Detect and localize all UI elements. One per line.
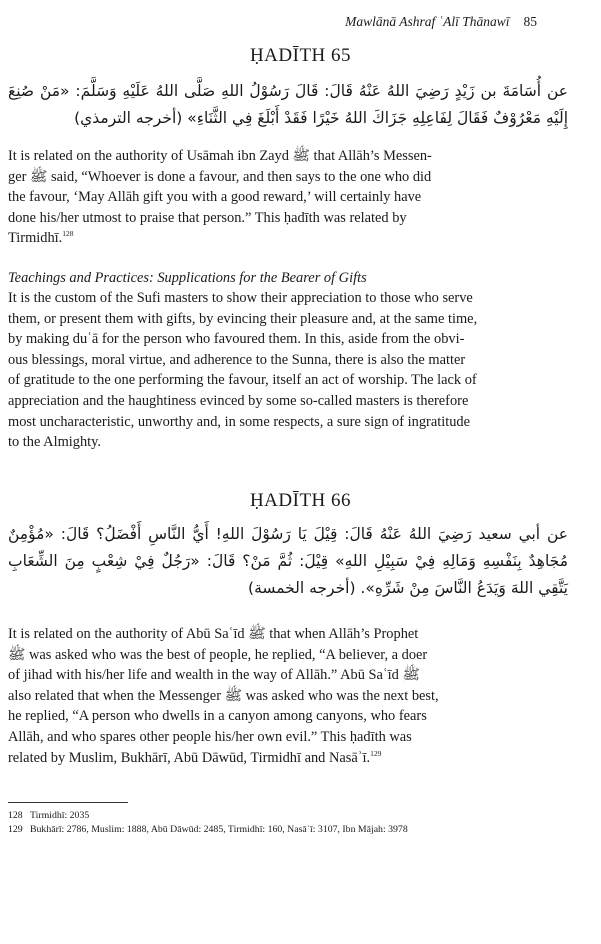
footnote-number: 128 (8, 810, 23, 821)
hadith-65-line-3: the favour, ‘May Allāh gift you with a good reward,’ will certainly have (8, 189, 422, 206)
footnote-129 (8, 823, 588, 837)
running-head (345, 14, 537, 30)
footnote-divider (8, 802, 128, 803)
hadith-65-line-4: done his/her utmost to praise that person.” This ḥadīth was related by (8, 209, 407, 226)
hadith-66-line-2: ﷺ was asked who was the best of people, he replied, “A believer, a doer (8, 646, 428, 663)
hadith-66-arabic-text: عن أبي سعيد رَضِيَ اللهُ عَنْهُ قَالَ: قِيْلَ يَا رَسُوْلَ اللهِ! أَيُّ النَّاسِ أَفْضَلُ؟ قَالَ: «مُؤْمِنٌ مُجَاهِدٌ بِنَفْسِهِ وَمَالِهِ فِيْ سَبِيْلِ اللهِ» قِيْلَ: ثُمَّ مَنْ؟ قَالَ: «رَجُلٌ فِيْ شِعْبٍ مِنَ الشِّعَابِ يَتَّقِي اللهَ وَيَدَعُ النَّاسَ مِنْ شَرِّهِ». (أخرجه الخمسة) (8, 525, 568, 597)
hadith-65-line-5-text: Tirmidhī. (8, 230, 63, 247)
hadith-65-translation (8, 146, 568, 249)
teachings-line-4: ous blessings, moral virtue, and adherence to the Sunna, there is also the matter (8, 351, 466, 368)
hadith-65-line-5 (8, 228, 568, 249)
hadith-65-heading: ḤADĪTH 65 (249, 45, 352, 66)
footnote-ref-128[interactable]: 128 (62, 229, 74, 239)
hadith-66-line-1: It is related on the authority of Abū Saʿīd ﷺ that when Allāh’s Prophet (8, 626, 419, 642)
running-head-title: Mawlānā Ashraf ʿAlī Thānawī (345, 14, 510, 29)
hadith-66-line-4: also related that when the Messenger ﷺ was asked who was the next best, (8, 687, 439, 704)
footnote-text: Tirmidhī: 2035 (30, 810, 90, 821)
footnote-ref-129[interactable]: 129 (370, 748, 382, 758)
footnote-128 (8, 809, 588, 823)
teachings-line-7: most uncharacteristic, unworthy and, in some respects, a sure sign of ingratitude (8, 413, 470, 430)
teachings-paragraph (8, 288, 568, 453)
hadith-66-translation (8, 624, 568, 768)
teachings-line-8: to the Almighty. (8, 434, 102, 451)
teachings-line-5: of gratitude to the one performing the favour, itself an act of worship. The lack of (8, 372, 477, 389)
hadith-65-line-2: ger ﷺ said, “Whoever is done a favour, and then says to the one who did (8, 168, 432, 185)
hadith-66-heading: ḤADĪTH 66 (249, 490, 352, 511)
page-number: 85 (523, 14, 537, 29)
hadith-66-line-3: of jihad with his/her life and wealth in the way of Allāh.” Abū Saʿīd ﷺ (8, 667, 420, 684)
hadith-65-arabic-text: عن أُسَامَةَ بن زَيْدٍ رَضِيَ اللهُ عَنْهُ قَالَ: قَالَ رَسُوْلُ اللهِ صَلَّى اللهُ عَلَيْهِ وَسَلَّمَ: «مَنْ صُنِعَ إِلَيْهِ مَعْرُوْفٌ فَقَالَ لِفَاعِلِهِ جَزَاكَ اللهُ خَيْرًا فَقَدْ أَبْلَغَ فِي الثَّنَاءِ» (أخرجه الترمذي) (8, 82, 568, 127)
teachings-line-1: It is the custom of the Sufi masters to show their appreciation to those who serve (8, 290, 473, 306)
teachings-line-6: appreciation and the haughtiness evinced by some so-called masters is therefore (8, 392, 469, 409)
hadith-66-line-7 (8, 748, 568, 769)
footnote-text: Bukhārī: 2786, Muslim: 1888, Abū Dāwūd: 2485, Tirmidhī: 160, Nasāʾī: 3107, Ibn Mājah: 3978 (30, 824, 408, 835)
teachings-heading: Teachings and Practices: Supplications for the Bearer of Gifts (8, 270, 367, 286)
teachings-line-2: them, or present them with gifts, by evincing their pleasure and, at the same time, (8, 310, 478, 327)
hadith-66-line-6: Allāh, and who spares other people his/her own evil.” This ḥadīth was (8, 728, 412, 745)
hadith-66-line-7-text: related by Muslim, Bukhārī, Abū Dāwūd, Tirmidhī and Nasāʾī. (8, 749, 371, 766)
footnote-number: 129 (8, 824, 23, 835)
hadith-65-line-1: It is related on the authority of Usāmah ibn Zayd ﷺ that Allāh’s Messen- (8, 148, 432, 164)
teachings-line-3: by making duʿā for the person who favoured them. In this, aside from the obvi- (8, 331, 465, 348)
hadith-66-line-5: he replied, “A person who dwells in a canyon among canyons, who fears (8, 708, 427, 725)
